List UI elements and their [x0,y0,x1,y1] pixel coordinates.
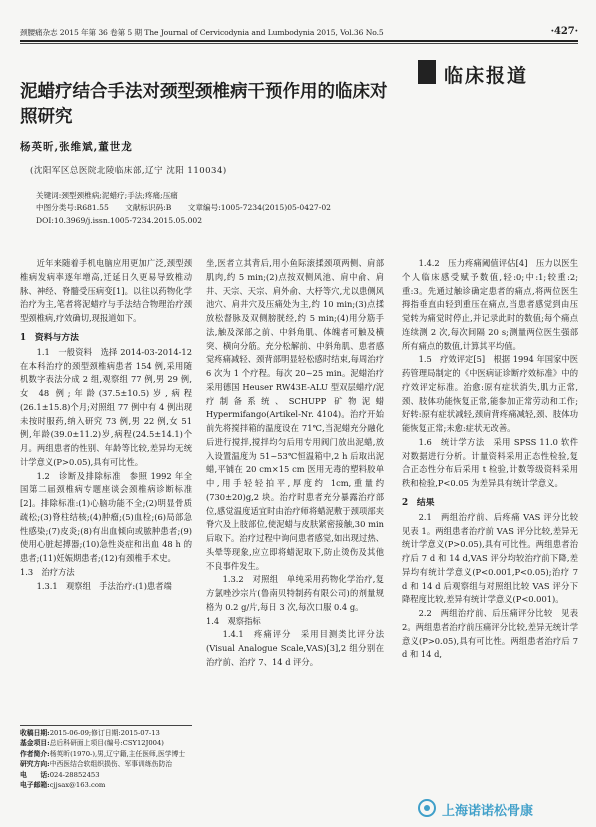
observation-group-paragraph: 1.3.1 观察组 手法治疗:(1)患者端 [36,580,172,591]
general-data-text: 选择 2014-03-2014-12 在本科治疗的颈型颈椎病患者 154 例,采用随机数字表法分成 2 组,观察组 77 例,男 29 例,女 48 例;年龄(37.5±10.5)岁,病程(26.1±15.8)个月;对照组 77 例中有 4 例出现未按时服药,纳入研究 73 例,男 22 例,女 51 例,年龄(39.0±11.2)岁,病程(24.5±14.1)个月。两组患者的性别、年龄等比较,差异均无统计学意义(P>0.05),具有可比性。 [20,346,192,467]
watermark [418,797,576,821]
email-label: 电子邮箱: [20,781,50,790]
criteria-text: 参照 1992 年全国第二届颈椎病专题座谈会颈椎病诊断标准[2]。排除标准:(1)心脑功能不全;(2)明显骨质疏松;(3)脊柱结核;(4)肿瘤;(5)血栓;(6)局部急性感染;(7)皮炎;(8)有出血倾向或脓肿患者;(9)使用心脏起搏器;(10)急性炎症和出血 48 h 的患者;(11)妊娠期患者;(12)有颈椎手术史。 [20,470,192,563]
keywords: 颈型颈椎病;泥蜡疗;手法;疼痛;压痛 [61,191,178,200]
doi-value: 10.3969/j.issn.1005-7234.2015.05.002 [53,215,203,225]
header-rule-thick [20,40,578,42]
heading-results: 2 结果 [402,497,435,508]
clc-value: R681.55 [76,203,109,213]
section-text: 临床报道 [444,65,529,87]
footnote-rule [20,725,192,726]
heading-statistics: 1.6 统计学方法 [418,436,485,447]
fund-label: 基金项目: [20,739,50,748]
header-rule-thin [20,43,578,44]
doi-label: DOI: [36,215,54,225]
author-label: 作者简介: [20,749,50,758]
article-meta [36,190,576,227]
general-data-paragraph [20,346,192,470]
pain-score-paragraph: 1.4.1 疼痛评分 采用目测类比评分法(Visual Analogue Scale,VAS)[3],2 组分别在治疗前、治疗 7、14 d 评分。 [206,629,384,667]
dept-label: 研究方向: [20,760,50,769]
doi-row [36,215,576,227]
authors: 杨英昕,张维斌,董世龙 [20,141,133,153]
heading-criteria: 1.2 诊断及排除标准 [36,470,121,481]
running-header [20,27,578,38]
column-1 [20,257,192,593]
heading-treatment: 1.3 治疗方法 [20,566,75,577]
fund-value: 总后科研面上项目(编号:CSY12J004) [49,739,164,748]
heading-indicators: 1.4 观察指标 [206,615,261,626]
heading-efficacy: 1.5 疗效评定[5] [418,354,486,365]
statistics-paragraph [402,436,578,491]
footnote [20,728,194,790]
tel-value: 024-28852453 [49,770,100,779]
keywords-row [36,190,576,202]
article-id-label: 文章编号: [187,203,221,213]
heading-materials-methods: 1 资料与方法 [20,332,79,343]
vas-result-paragraph: 2.1 两组治疗前、后疼痛 VAS 评分比较 见表 1。两组患者治疗前 VAS 评分比较,差异无统计学意义(P>0.05),具有可比性。两组患者治疗后 7 d 和 14 d,VAS 评分均较治疗前下降,差异均有统计学意义(P<0.001,P<0.05);治疗 7 d 和 14 d 后观察组与对照组比较 VAS 评分下降程度比较,差异有统计学意义(P<0.001)。 [402,511,587,605]
article-title: 泥蜡疗结合手法对颈型颈椎病干预作用的临床对照研究 [20,82,388,127]
column-2 [206,257,384,670]
observation-group-continued: 坐,医者立其背后,用小鱼际滚揉颈项两侧、肩部肌肉,约 5 min;(2)点按双侧风池、肩中俞、肩井、天宗、天宗、肩外俞、大杼等穴,尤以患侧风池穴、肩井穴及压痛处为主,约 10 min;(3)点揉放松督脉及双侧膀胱经,约 5 min;(4)用分筋手法,触及深部之前、中斜角肌、体魄者可触及横突、横向分筋。充分松解前、中斜角肌、患者感觉疼痛减轻、颈背部明显轻松感时结束,每周治疗 6 次为 1 个疗程。每次 20~25 min。泥蜡治疗采用德国 Heuser RW43E-ALU 型双层蜡疗/泥疗制备系统、SCHUPP 矿物泥蜡 Hypermifango(Artikel-Nr. 4104)。治疗开始前先将搅拌箱的温度设在 71℃,当泥蜡充分融化后进行搅拌,搅拌均匀后用专用阀门放出泥蜡,放入设置温度为 51~53℃恒温箱中,2 h 后取出泥蜡,平铺在 20 cm×15 cm 医用无毒的塑料胶单中,用手轻轻拍平,厚度约 1cm,重量约(730±20)g,2 块。治疗时患者充分暴露治疗部位,感觉温度适宜时由治疗师将蜡泥敷于颈项部夹脊穴及上肢部位,使泥蜡与皮肤紧密接触,30 min 后取下。治疗过程中询问患者感觉,如出现过热、头晕等现象,应立即将蜡泥取下,防止烫伤及其他不良事件发生。 [206,258,384,571]
wechat-logo-icon [418,799,436,817]
control-group-paragraph: 1.3.2 对照组 单纯采用药物化学治疗,复方氯唑沙宗片(鲁南贝特制药有限公司)的剂量规格为 0.2 g/片,每日 3 次,每次口服 0.4 g。 [206,574,384,612]
received-label: 收稿日期: [20,729,50,737]
pressure-pain-paragraph: 1.4.2 压力疼痛阈值评估[4] 压力以医生个人临床感受赋予数值,轻:0;中:1;较重:2;重:3。先通过触诊确定患者的痛点,将两位医生拇指垂直由轻到重压在痛点,当患者感觉到由压觉转为痛觉时停止,并记录此时的数值;每个痛点连续测 2 次,每次间隔 20 s;测量两位医生强部所有痛点的数值,计算其平均值。 [402,258,578,351]
tenderness-result-paragraph: 2.2 两组治疗前、后压痛评分比较 见表 2。两组患者治疗前压痛评分比较,差异无统计学意义(P>0.05),具有可比性。两组患者治疗后 7 d 和 14 d, [402,608,578,660]
column-3 [402,257,587,662]
doc-code-label: 文献标识码: [125,203,166,213]
affiliation: (沈阳军区总医院北陵临床部,辽宁 沈阳 110034) [30,166,227,176]
clc-label: 中图分类号: [36,203,77,213]
intro-paragraph: 近年来随着手机电脑应用更加广泛,颈型颈椎病发病率逐年增高,迁延日久更易导致椎动脉、神经、脊髓受压病变[1]。以往以药物化学治疗为主,笔者将泥蜡疗与手法结合物理治疗颈型颈椎病,疗效确切,现报道如下。 [20,258,192,323]
tel-label: 电 [20,770,27,779]
section-label [418,60,578,87]
journal-line: 颈腰痛杂志 2015 年第 36 卷第 5 期 The Journal of Cervicodynia and Lumbodynia 2015, Vol.36 No.5 [20,28,384,37]
article-id-value: 1005-7234(2015)05-0427-02 [220,203,331,213]
statistics-text: 采用 SPSS 11.0 软件对数据进行分析。计量资料采用正态性检验,复合正态性分布后采用 t 检验,计数等级资料采用秩和检验,P<0.05 为差异具有统计学意义。 [402,436,578,488]
dept-value: 中西医结合软组织损伤、军事训练伤防治 [49,760,173,769]
efficacy-paragraph [402,353,578,436]
page-number: ·427· [550,26,578,37]
received-value: 2015-06-09;修订日期:2015-07-13 [49,729,160,737]
email-value: cjjsax@163.com [49,781,106,790]
criteria-paragraph [20,470,192,566]
doc-code-value: B [165,203,172,213]
watermark-text: 上海诺诺松骨康 [442,804,534,819]
classification-row [36,202,576,214]
heading-general-data: 1.1 一般资料 [36,346,93,357]
efficacy-text: 根据 1994 年国家中医药管理局制定的《中医病证诊断疗效标准》中的疗效评定标准。治愈:原有症状消失,肌力正常,颈、肢体功能恢复正常,能参加正常劳动和工作;好转:原有症状减轻,颈肩背疼痛减轻,颈、肢体功能恢复正常;未愈:症状无改善。 [402,354,578,433]
author-value: 杨英昕(1970-),男,辽宁籍,主任医师,医学博士 [49,749,186,758]
keywords-label: 关键词: [36,191,62,200]
section-bar [418,60,436,84]
tel-label-2: 话: [40,770,50,779]
